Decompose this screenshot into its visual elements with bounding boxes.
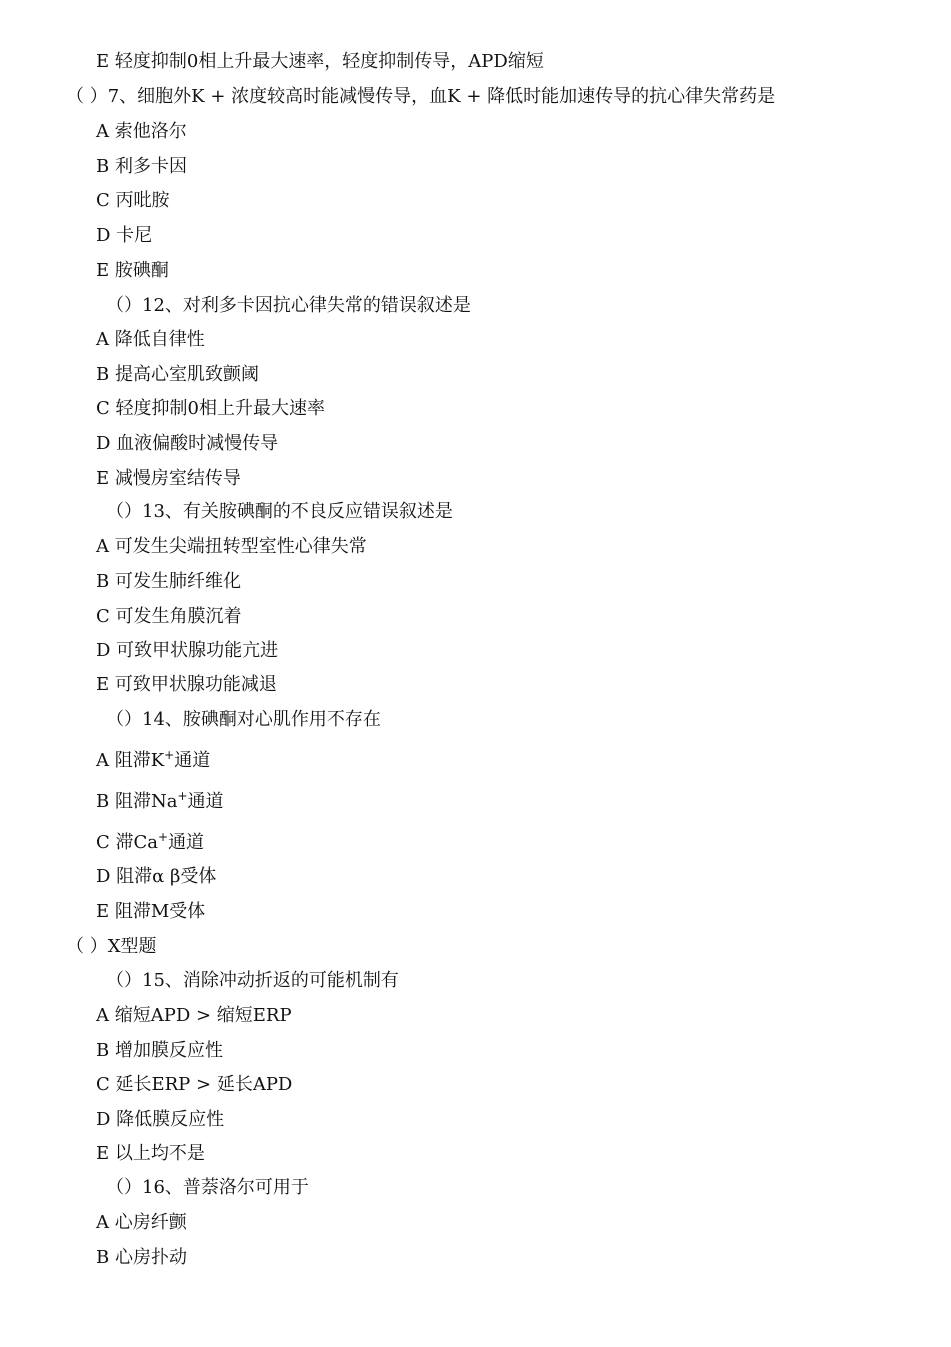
option-a-q12 bbox=[96, 328, 205, 352]
section-x-type bbox=[66, 935, 157, 959]
line-text: B 提高心室肌致颤阈 bbox=[96, 364, 259, 385]
line-text: B 心房扑动 bbox=[96, 1247, 187, 1268]
line-text: C 轻度抑制0相上升最大速率 bbox=[96, 398, 325, 419]
superscript: + bbox=[164, 748, 175, 762]
line-text: （）15、消除冲动折返的可能机制有 bbox=[106, 970, 399, 991]
line-text: E 减慢房室结传导 bbox=[96, 468, 241, 489]
option-a-q16 bbox=[96, 1211, 187, 1235]
option-d-q7 bbox=[96, 224, 152, 248]
option-a-q7 bbox=[96, 120, 187, 144]
line-text: A 索他洛尔 bbox=[96, 121, 187, 142]
line-text: E 可致甲状腺功能减退 bbox=[96, 674, 277, 695]
superscript: + bbox=[177, 789, 188, 803]
line-text: C 滞Ca bbox=[96, 832, 158, 853]
option-d-q14 bbox=[96, 865, 216, 889]
line-text: C 丙吡胺 bbox=[96, 190, 170, 211]
option-e-q6 bbox=[96, 50, 544, 74]
line-text: D 血液偏酸时减慢传导 bbox=[96, 433, 279, 454]
option-b-q15 bbox=[96, 1039, 223, 1063]
option-a-q15 bbox=[96, 1004, 292, 1028]
option-b-q12 bbox=[96, 363, 259, 387]
option-c-q15 bbox=[96, 1073, 292, 1097]
line-text: B 利多卡因 bbox=[96, 156, 187, 177]
line-text: E 胺碘酮 bbox=[96, 260, 169, 281]
line-text: A 缩短APD > 缩短ERP bbox=[96, 1005, 292, 1026]
question-15 bbox=[106, 969, 399, 993]
question-7 bbox=[66, 85, 775, 109]
option-d-q13 bbox=[96, 639, 278, 663]
option-e-q14 bbox=[96, 900, 205, 924]
line-text: A 心房纤颤 bbox=[96, 1212, 187, 1233]
line-text: 通道 bbox=[168, 832, 205, 853]
option-e-q7 bbox=[96, 259, 169, 283]
line-text: （）13、有关胺碘酮的不良反应错误叙述是 bbox=[106, 501, 453, 522]
superscript: + bbox=[158, 830, 169, 844]
option-c-q13 bbox=[96, 605, 242, 629]
line-text: 通道 bbox=[187, 791, 224, 812]
option-a-q14 bbox=[96, 749, 210, 773]
line-text: E 以上均不是 bbox=[96, 1143, 205, 1164]
option-b-q14 bbox=[96, 790, 224, 814]
question-12 bbox=[106, 294, 471, 318]
line-text: （）12、对利多卡因抗心律失常的错误叙述是 bbox=[106, 295, 471, 316]
question-14 bbox=[106, 708, 381, 732]
line-text: 通道 bbox=[174, 750, 211, 771]
line-text: D 阻滞α β受体 bbox=[96, 866, 217, 887]
line-text: D 可致甲状腺功能亢进 bbox=[96, 640, 279, 661]
option-a-q13 bbox=[96, 535, 367, 559]
line-text: D 降低膜反应性 bbox=[96, 1109, 225, 1130]
line-text: A 阻滞K bbox=[96, 750, 165, 771]
line-text: C 延长ERP > 延长APD bbox=[96, 1074, 293, 1095]
option-e-q15 bbox=[96, 1142, 205, 1166]
option-b-q13 bbox=[96, 570, 241, 594]
line-text: （ ）7、细胞外K + 浓度较高时能减慢传导，血K + 降低时能加速传导的抗心律失常药是 bbox=[66, 86, 776, 107]
option-c-q12 bbox=[96, 397, 325, 421]
line-text: E 阻滞M受体 bbox=[96, 901, 206, 922]
option-b-q7 bbox=[96, 155, 187, 179]
line-text: （ ）X型题 bbox=[66, 936, 157, 957]
line-text: B 增加膜反应性 bbox=[96, 1040, 223, 1061]
option-c-q14 bbox=[96, 831, 204, 855]
line-text: B 阻滞Na bbox=[96, 791, 178, 812]
option-b-q16 bbox=[96, 1246, 187, 1270]
question-13 bbox=[106, 500, 453, 524]
option-c-q7 bbox=[96, 189, 170, 213]
line-text: A 可发生尖端扭转型室性心律失常 bbox=[96, 536, 367, 557]
option-e-q12 bbox=[96, 467, 241, 491]
option-d-q12 bbox=[96, 432, 278, 456]
line-text: （）16、普萘洛尔可用于 bbox=[106, 1177, 309, 1198]
option-d-q15 bbox=[96, 1108, 224, 1132]
line-text: C 可发生角膜沉着 bbox=[96, 606, 242, 627]
line-text: A 降低自律性 bbox=[96, 329, 205, 350]
question-16 bbox=[106, 1176, 309, 1200]
line-text: E 轻度抑制0相上升最大速率，轻度抑制传导，APD缩短 bbox=[96, 51, 544, 72]
option-e-q13 bbox=[96, 673, 277, 697]
line-text: D 卡尼 bbox=[96, 225, 153, 246]
line-text: B 可发生肺纤维化 bbox=[96, 571, 241, 592]
line-text: （）14、胺碘酮对心肌作用不存在 bbox=[106, 709, 381, 730]
